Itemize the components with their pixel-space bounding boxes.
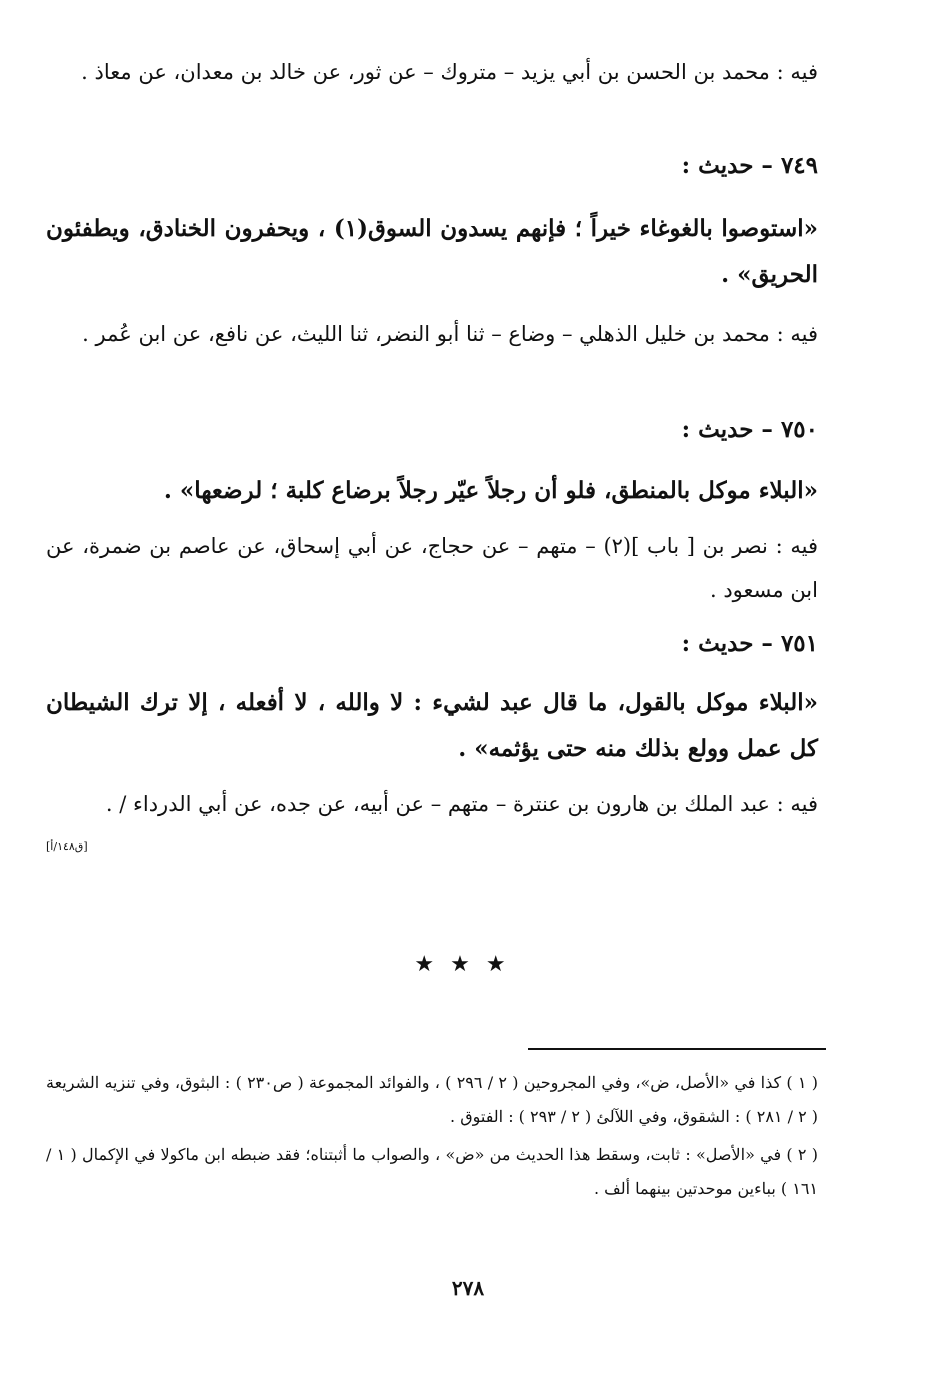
manuscript-folio-marker: [ق١٤٨/أ] [46,840,88,853]
narration-text: فيه : عبد الملك بن هارون بن عنترة – متهم – عن أبيه، عن جده، عن أبي الدرداء / . [105,792,818,816]
narration-text: فيه : نصر بن [ باب ](٢) – متهم – عن حجاج، عن أبي إسحاق، عن عاصم بن ضمرة، عن ابن مسعود . [46,534,818,602]
section-divider-stars: ★★★ [414,952,522,977]
footnote: ( ٢ ) في «الأصل» : ثابت، وسقط هذا الحديث من «ض» ، والصواب ما أثبتناه؛ فقد ضبطه ابن ماكولا في الإكمال ( ١ / ١٦١ ) بباءين موحدتين بينهما ألف . [46,1145,819,1198]
hadith-text: «استوصوا بالغوغاء خيراً ؛ فإنهم يسدون السوق(١) ، ويحفرون الخنادق، ويطفئون الحريق» . [46,215,818,288]
footnote-rule [528,1048,826,1050]
hadith-heading: ٧٤٩ – حديث : [681,152,818,179]
narration-text: فيه : محمد بن الحسن بن أبي يزيد – متروك – عن ثور، عن خالد بن معدان، عن معاذ . [81,60,818,84]
footnote: ( ١ ) كذا في «الأصل، ض»، وفي المجروحين ( ٢ / ٢٩٦ ) ، والفوائد المجموعة ( ص٢٣٠ ) : البثوق، وفي تنزيه الشريعة ( ٢ / ٢٨١ ) : الشقوق، وفي اللآلئ ( ٢ / ٢٩٣ ) : الفتوق . [46,1073,818,1126]
hadith-heading: ٧٥٠ – حديث : [681,416,818,443]
hadith-text: «البلاء موكل بالقول، ما قال عبد لشيء : لا والله ، لا أفعله ، إلا ترك الشيطان كل عمل وولع بذلك منه حتى يؤثمه» . [46,689,818,762]
hadith-text: «البلاء موكل بالمنطق، فلو أن رجلاً عيّر رجلاً برضاع كلبة ؛ لرضعها» . [163,477,818,504]
narration-text: فيه : محمد بن خليل الذهلي – وضاع – ثنا أبو النضر، ثنا الليث، عن نافع، عن ابن عُمر . [82,322,818,346]
hadith-heading: ٧٥١ – حديث : [681,630,818,657]
page-number: ٢٧٨ [451,1276,485,1300]
